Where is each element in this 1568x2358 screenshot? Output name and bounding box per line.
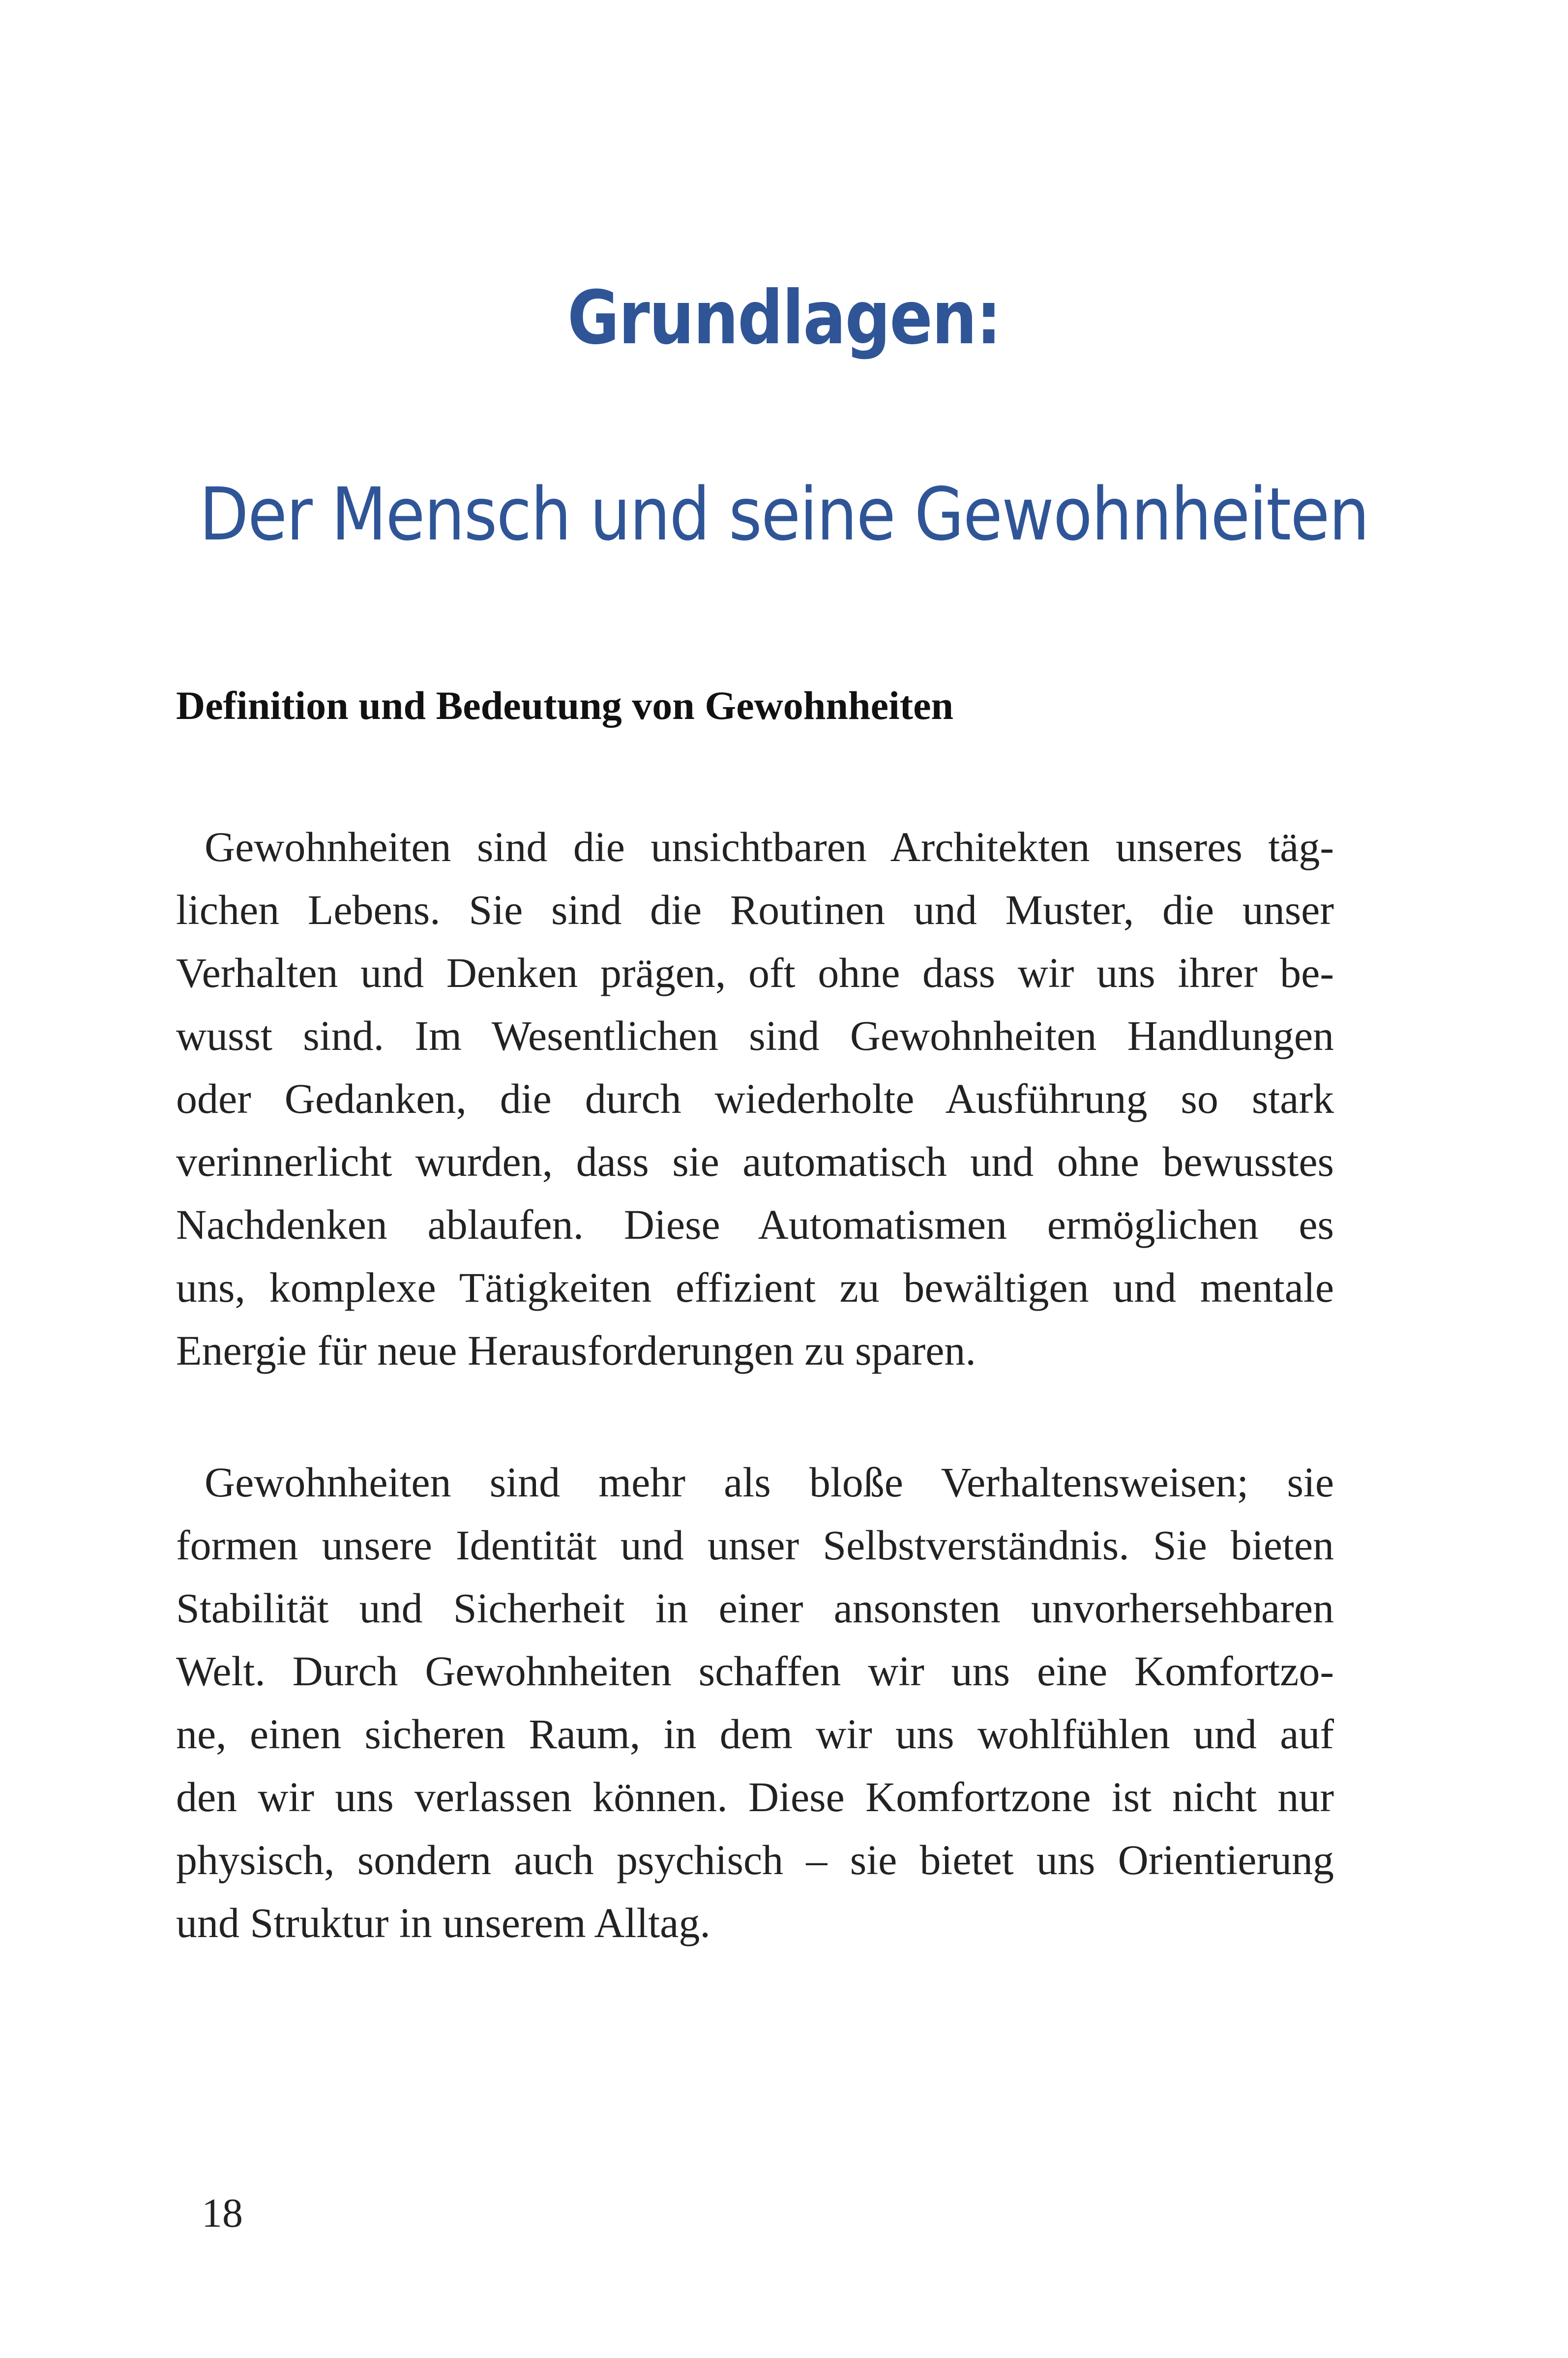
text-line: Welt. Durch Gewohnheiten schaffen wir uns eine Komfortzo- xyxy=(176,1647,1334,1695)
text-line: physisch, sondern auch psychisch – sie bietet uns Orientierung xyxy=(176,1836,1334,1883)
text-line: ne, einen sicheren Raum, in dem wir uns wohlfühlen und auf xyxy=(176,1710,1334,1758)
text-line: Gewohnheiten sind mehr als bloße Verhaltensweisen; sie xyxy=(205,1459,1334,1506)
body-paragraph xyxy=(176,1451,1334,1954)
text-line: Verhalten und Denken prägen, oft ohne dass wir uns ihrer be- xyxy=(176,949,1334,996)
chapter-title: Grundlagen: xyxy=(567,275,1001,361)
text-line: verinnerlicht wurden, dass sie automatisch und ohne bewusstes xyxy=(176,1138,1334,1185)
text-line: und Struktur in unserem Alltag. xyxy=(176,1899,710,1946)
text-line: Nachdenken ablaufen. Diese Automatismen ermöglichen es xyxy=(176,1201,1334,1248)
text-line: lichen Lebens. Sie sind die Routinen und Muster, die unser xyxy=(176,886,1334,933)
text-line: Gewohnheiten sind die unsichtbaren Architekten unseres täg- xyxy=(205,823,1334,870)
text-line: wusst sind. Im Wesentlichen sind Gewohnheiten Handlungen xyxy=(176,1012,1334,1059)
chapter-subtitle: Der Mensch und seine Gewohnheiten xyxy=(199,472,1369,557)
text-line: Stabilität und Sicherheit in einer ansonsten unvorhersehbaren xyxy=(176,1584,1334,1632)
text-line: Energie für neue Herausforderungen zu sparen. xyxy=(176,1327,976,1374)
page-number: 18 xyxy=(202,2190,243,2236)
section-heading: Definition und Bedeutung von Gewohnheiten xyxy=(176,683,954,728)
text-line: formen unsere Identität und unser Selbstverständnis. Sie bieten xyxy=(176,1522,1334,1569)
text-line: oder Gedanken, die durch wiederholte Ausführung so stark xyxy=(176,1075,1334,1122)
body-paragraph xyxy=(176,815,1334,1382)
text-line: den wir uns verlassen können. Diese Komfortzone ist nicht nur xyxy=(176,1773,1334,1821)
text-line: uns, komplexe Tätigkeiten effizient zu bewältigen und mentale xyxy=(176,1264,1334,1311)
